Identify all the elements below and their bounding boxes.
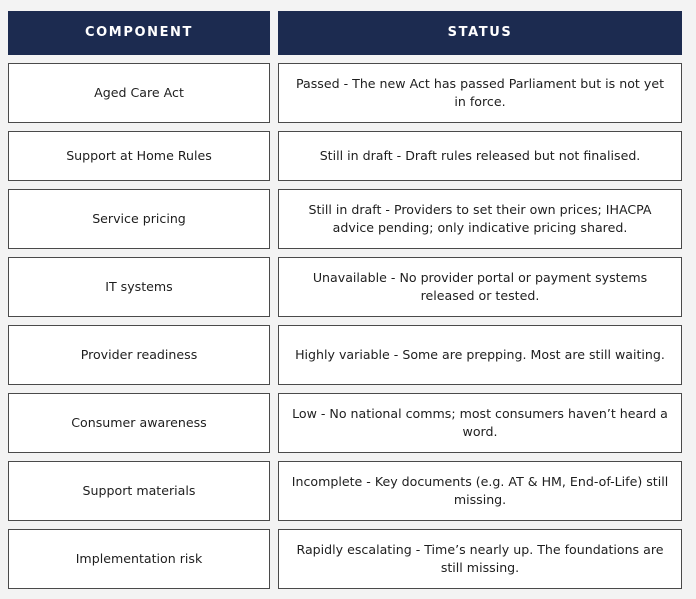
- component-cell: Support at Home Rules: [8, 131, 270, 181]
- table-row: [8, 257, 682, 317]
- header-status: STATUS: [278, 11, 682, 55]
- table-row: [8, 393, 682, 453]
- status-cell: Rapidly escalating - Time’s nearly up. The foundations are still missing.: [278, 529, 682, 589]
- status-cell: Incomplete - Key documents (e.g. AT & HM, End-of-Life) still missing.: [278, 461, 682, 521]
- status-cell: Still in draft - Providers to set their own prices; IHACPA advice pending; only indicative pricing shared.: [278, 189, 682, 249]
- table-header-row: [8, 11, 682, 55]
- status-cell: Passed - The new Act has passed Parliament but is not yet in force.: [278, 63, 682, 123]
- table-row: [8, 529, 682, 589]
- table-row: [8, 325, 682, 385]
- status-cell: Low - No national comms; most consumers haven’t heard a word.: [278, 393, 682, 453]
- component-cell: IT systems: [8, 257, 270, 317]
- component-cell: Support materials: [8, 461, 270, 521]
- status-table: [8, 11, 682, 597]
- component-cell: Consumer awareness: [8, 393, 270, 453]
- status-cell: Still in draft - Draft rules released but not finalised.: [278, 131, 682, 181]
- status-cell: Unavailable - No provider portal or payment systems released or tested.: [278, 257, 682, 317]
- table-row: [8, 131, 682, 181]
- status-cell: Highly variable - Some are prepping. Most are still waiting.: [278, 325, 682, 385]
- component-cell: Implementation risk: [8, 529, 270, 589]
- table-row: [8, 461, 682, 521]
- component-cell: Service pricing: [8, 189, 270, 249]
- table-row: [8, 63, 682, 123]
- table-row: [8, 189, 682, 249]
- component-cell: Aged Care Act: [8, 63, 270, 123]
- component-cell: Provider readiness: [8, 325, 270, 385]
- header-component: COMPONENT: [8, 11, 270, 55]
